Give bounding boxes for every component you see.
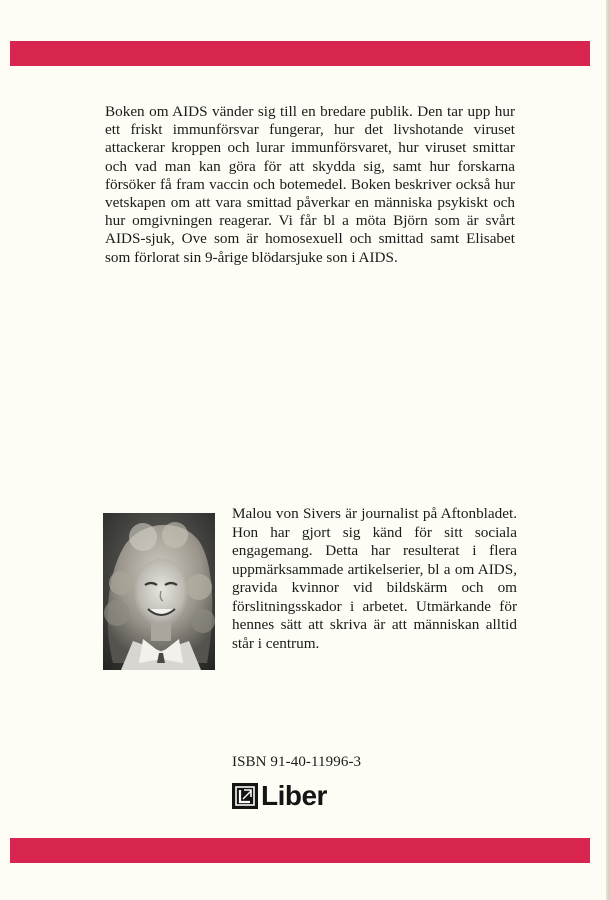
isbn-number: ISBN 91-40-11996-3 xyxy=(232,754,362,770)
book-description: Boken om AIDS vänder sig till en bredare publik. Den tar upp hur ett friskt immunförsvar fungerar, hur det livshotande viruset attackerar kroppen och lurar immunförsvaret, hur viruset smittar och vad man kan göra för att skydda sig, samt hur forskarna försöker få fram vaccin och botemedel. Boken beskriver också hur vetskapen om att vara smittad påverkar en människa psykiskt och hur omgivningen reagerar. Vi får bl a möta Björn som är svårt AIDS-sjuk, Ove som är homosexuell och smittad samt Elisabet som förlorat sin 9-årige blödarsjuke son i AIDS. xyxy=(105,103,515,266)
publisher-mark xyxy=(232,780,327,812)
page-edge xyxy=(606,0,610,900)
publisher-name: Liber xyxy=(261,780,327,811)
author-photo xyxy=(103,513,215,670)
liber-logo-icon xyxy=(232,783,258,809)
bottom-stripe xyxy=(10,838,590,863)
author-portrait-icon xyxy=(103,513,215,670)
top-stripe xyxy=(10,41,590,66)
author-bio: Malou von Sivers är journalist på Aftonbladet. Hon har gjort sig känd för sitt sociala engagemang. Detta har resulterat i flera uppmärksammade artikelserier, bl a om AIDS, gravida kvinnor vid bildskärm och om förslitningsskador i arbetet. Utmärkande för hennes sätt att skriva är att människan alltid står i centrum. xyxy=(232,505,517,652)
